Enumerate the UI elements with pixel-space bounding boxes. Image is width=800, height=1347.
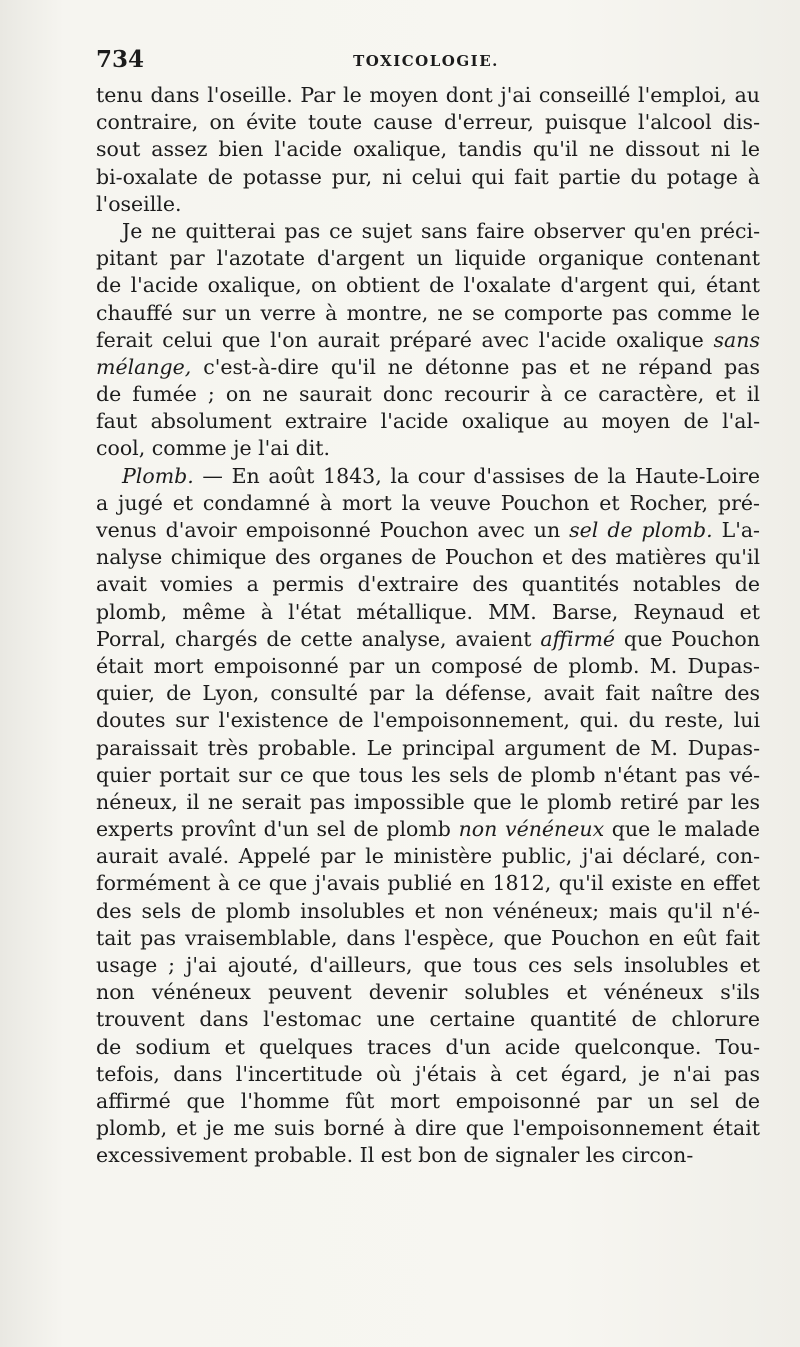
text-line xyxy=(96,1088,760,1115)
line-text: plomb, et je me suis borné à dire que l'empoisonnement était xyxy=(96,1116,760,1141)
line-text: formément à ce que j'avais publié en 1812, qu'il existe en effet xyxy=(96,871,760,896)
line-text: tefois, dans l'incertitude où j'étais à cet égard, je n'ai pas xyxy=(96,1061,760,1086)
line-text: affirmé que l'homme fût mort empoisonné par un sel de xyxy=(96,1088,760,1113)
line-text: était mort empoisonné par un composé de plomb. M. Dupas- xyxy=(96,653,760,678)
text-line xyxy=(96,626,760,653)
text-line xyxy=(96,381,760,408)
text-line xyxy=(96,109,760,136)
line-text: excessivement probable. Il est bon de signaler les circon- xyxy=(96,1143,694,1168)
text-line xyxy=(96,571,760,598)
text-line xyxy=(96,544,760,571)
line-text: néneux, il ne serait pas impossible que le plomb retiré par les xyxy=(96,789,760,814)
text-line xyxy=(96,680,760,707)
line-text: que Pouchon xyxy=(615,626,760,651)
text-line xyxy=(96,952,760,979)
text-line xyxy=(96,218,760,245)
text-line xyxy=(96,136,760,163)
italic-text: non vénéneux xyxy=(458,817,605,842)
line-text: que le malade xyxy=(604,817,760,842)
line-text: tenu dans l'oseille. Par le moyen dont j'ai conseillé l'emploi, au xyxy=(96,83,760,107)
text-line xyxy=(96,517,760,544)
text-line xyxy=(96,1115,760,1142)
text-line xyxy=(96,979,760,1006)
line-text: a jugé et condamné à mort la veuve Pouchon et Rocher, pré- xyxy=(96,490,760,515)
text-line xyxy=(96,272,760,299)
line-text: Porral, chargés de cette analyse, avaient xyxy=(96,626,541,651)
line-text: de sodium et quelques traces d'un acide quelconque. Tou- xyxy=(96,1034,760,1059)
line-text: cool, comme je l'ai dit. xyxy=(96,436,331,461)
line-text: quier portait sur ce que tous les sels de plomb n'étant pas vé- xyxy=(96,762,760,787)
line-text: de fumée ; on ne saurait donc recourir à ce caractère, et il xyxy=(96,382,760,407)
line-text: venus d'avoir empoisonné Pouchon avec un xyxy=(96,518,570,542)
running-title: TOXICOLOGIE. xyxy=(353,52,499,70)
text-line xyxy=(96,816,760,843)
line-text: contraire, on évite toute cause d'erreur, puisque l'alcool dis- xyxy=(96,110,760,135)
text-line xyxy=(96,463,760,490)
text-line xyxy=(96,354,760,381)
line-text: sout assez bien l'acide oxalique, tandis qu'il ne dissout ni le xyxy=(96,137,760,162)
line-text: — En août 1843, la cour d'assises de la Haute-Loire xyxy=(193,463,760,488)
line-text: l'oseille. xyxy=(96,191,182,216)
line-text: quier, de Lyon, consulté par la défense, avait fait naître des xyxy=(96,681,760,706)
line-text: de l'acide oxalique, on obtient de l'oxalate d'argent qui, étant xyxy=(96,273,760,298)
text-line xyxy=(96,653,760,680)
line-text: paraissait très probable. Le principal argument de M. Dupas- xyxy=(96,735,760,760)
text-line xyxy=(96,898,760,925)
text-line xyxy=(96,191,760,218)
page-number: 734 xyxy=(96,46,145,73)
text-line xyxy=(96,164,760,191)
text-line xyxy=(96,843,760,870)
text-line xyxy=(96,707,760,734)
text-line xyxy=(96,1061,760,1088)
line-text: non vénéneux peuvent devenir solubles et vénéneux s'ils xyxy=(96,980,760,1005)
text-line xyxy=(96,82,760,109)
line-text: experts provînt d'un sel de plomb xyxy=(96,817,459,842)
line-text: Je ne quitterai pas ce sujet sans faire observer qu'en préci- xyxy=(122,218,760,243)
text-line xyxy=(96,735,760,762)
line-text: avait vomies a permis d'extraire des quantités notables de xyxy=(96,572,760,597)
line-text: L'a- xyxy=(712,518,760,542)
text-line xyxy=(96,245,760,272)
text-line xyxy=(96,1034,760,1061)
text-line xyxy=(96,435,760,462)
line-text: aurait avalé. Appelé par le ministère public, j'ai déclaré, con- xyxy=(96,844,760,869)
text-line xyxy=(96,300,760,327)
text-line xyxy=(96,408,760,435)
text-line xyxy=(96,870,760,897)
line-text: ferait celui que l'on aurait préparé avec l'acide oxalique xyxy=(96,327,714,352)
line-text: doutes sur l'existence de l'empoisonnement, qui. du reste, lui xyxy=(96,708,760,733)
line-text: des sels de plomb insolubles et non vénéneux; mais qu'il n'é- xyxy=(96,898,760,923)
line-text: tait pas vraisemblable, dans l'espèce, que Pouchon en eût fait xyxy=(96,925,760,950)
line-text: nalyse chimique des organes de Pouchon et des matières qu'il xyxy=(96,545,760,570)
page-header xyxy=(96,46,756,78)
text-line xyxy=(96,599,760,626)
text-line xyxy=(96,327,760,354)
line-text: trouvent dans l'estomac une certaine quantité de chlorure xyxy=(96,1007,760,1032)
line-text: faut absolument extraire l'acide oxalique au moyen de l'al- xyxy=(96,409,760,434)
line-text: plomb, même à l'état métallique. MM. Barse, Reynaud et xyxy=(96,599,760,624)
italic-text: affirmé xyxy=(540,626,616,651)
italic-text: mélange, xyxy=(96,354,192,379)
italic-text: sans xyxy=(713,327,760,352)
line-text: chauffé sur un verre à montre, ne se comporte pas comme le xyxy=(96,300,760,325)
line-text: bi-oxalate de potasse pur, ni celui qui fait partie du potage à xyxy=(96,164,760,189)
text-line xyxy=(96,490,760,517)
line-text: usage ; j'ai ajouté, d'ailleurs, que tous ces sels insolubles et xyxy=(96,953,760,977)
text-line xyxy=(96,1006,760,1033)
text-line xyxy=(96,762,760,789)
italic-text: Plomb. xyxy=(122,463,194,488)
body-text xyxy=(96,82,760,1170)
text-line xyxy=(96,925,760,952)
text-line xyxy=(96,789,760,816)
italic-text: sel de plomb. xyxy=(569,518,713,542)
line-text: c'est-à-dire qu'il ne détonne pas et ne répand pas xyxy=(191,354,760,379)
line-text: pitant par l'azotate d'argent un liquide organique contenant xyxy=(96,246,760,271)
text-line xyxy=(96,1142,760,1169)
